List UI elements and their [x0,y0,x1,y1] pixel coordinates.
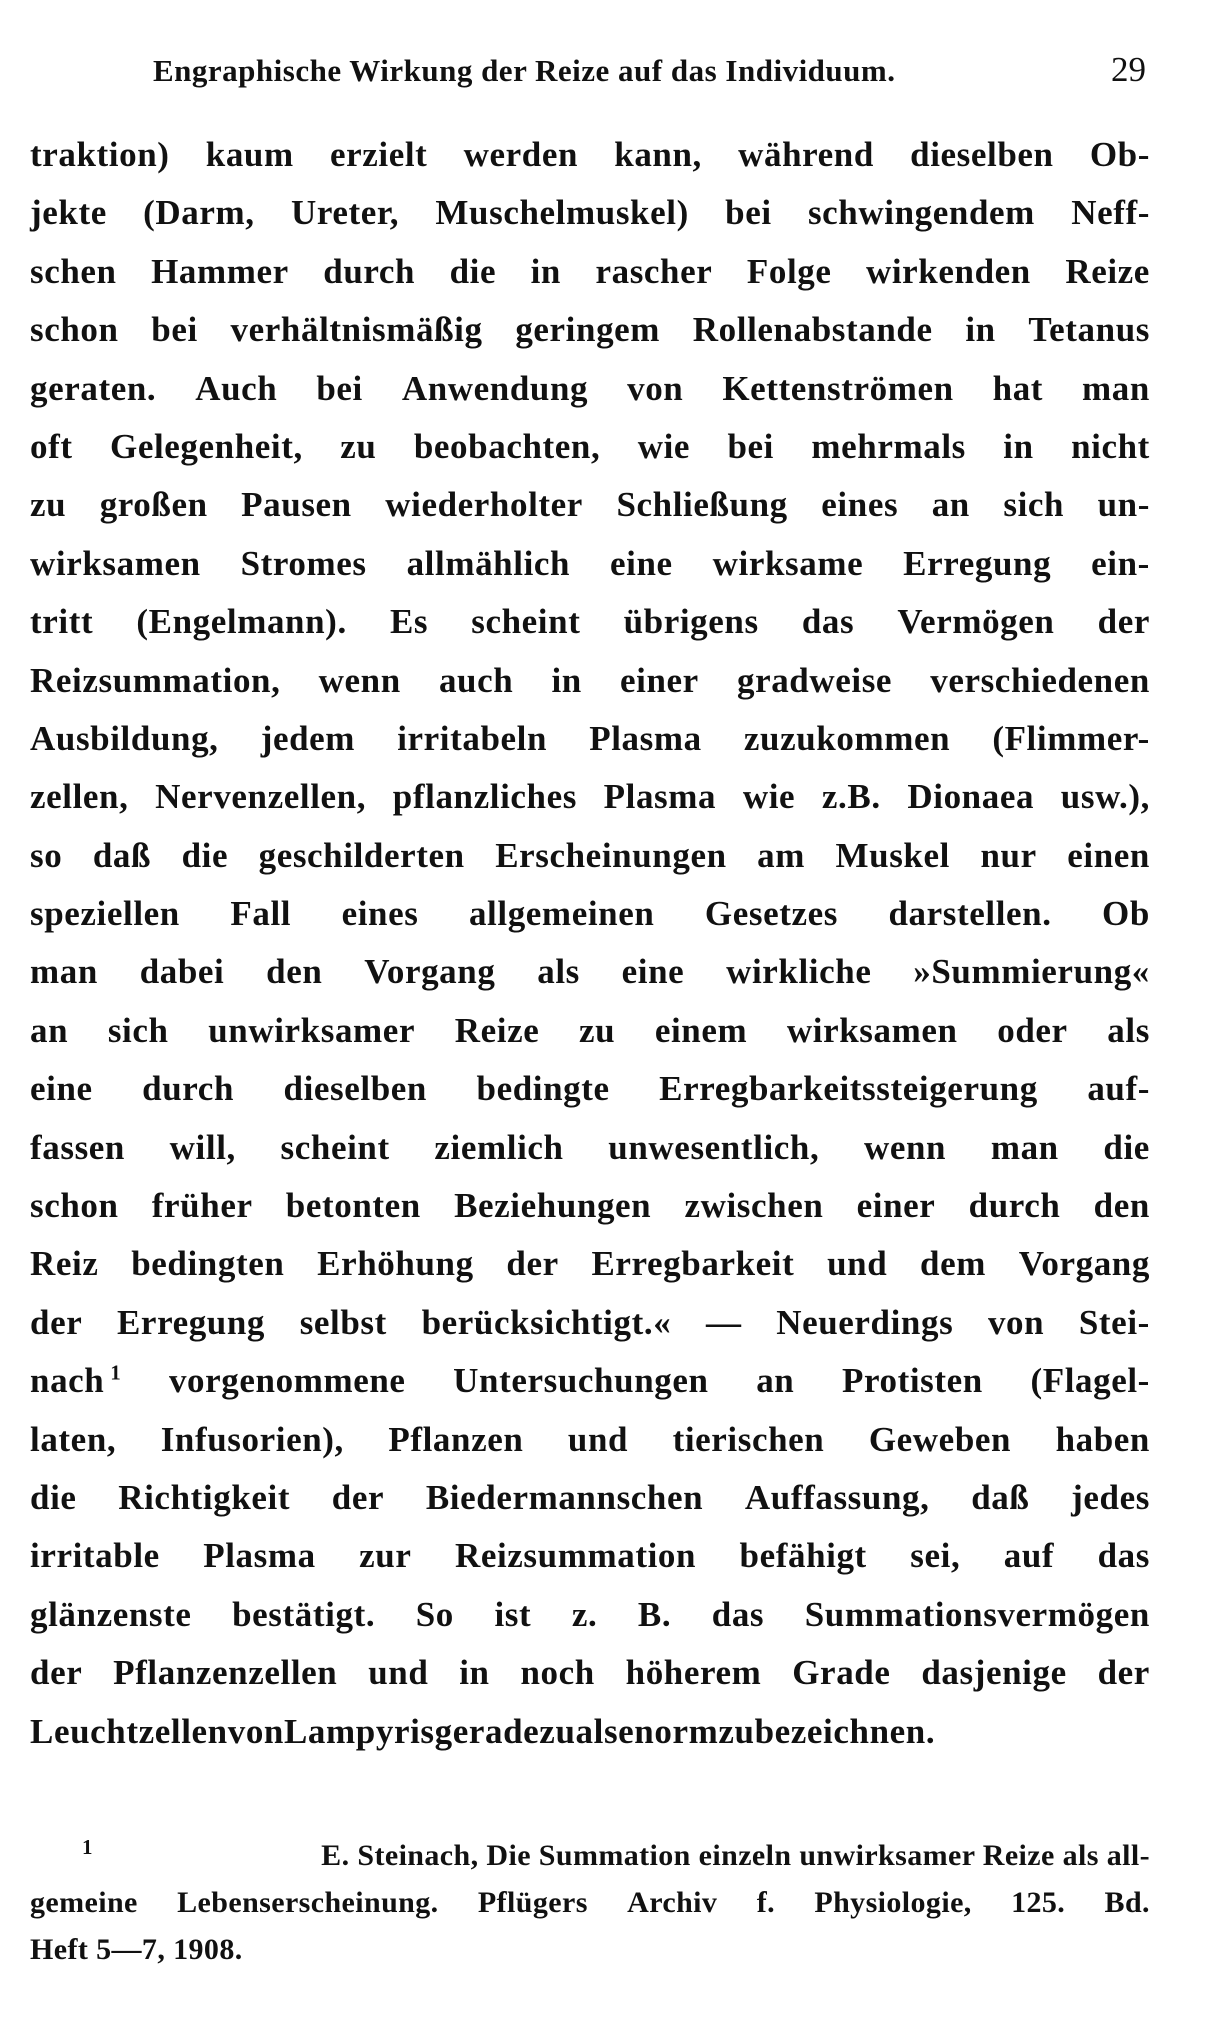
body-word: gradweise [736,660,893,700]
body-word: Lampyris [283,1711,435,1751]
footnote-text-1: E. Steinach, Die Summation einzeln unwirksamer Reize als all- [321,1839,1150,1872]
footnote-word: gemeine [30,1886,138,1919]
body-word: schon [30,310,119,350]
body-word: Hammer [151,251,289,291]
body-word: Plasma [203,1536,316,1576]
body-word: verhältnismäßig [230,310,483,350]
body-word: früher [151,1186,253,1226]
body-word: Muschelmuskel) [435,193,689,233]
body-word: Muskel [835,835,950,875]
body-word: verschiedenen [930,660,1150,700]
body-word: durch [142,1069,235,1109]
body-word: nach $^1$ [30,1360,122,1401]
body-word: wirkliche [726,952,872,992]
body-word: der [1097,1653,1150,1693]
body-word: in [459,1653,490,1693]
body-word: z. [571,1594,598,1634]
body-word: Ureter, [290,193,400,233]
body-word: an [931,485,970,525]
body-word: Grade [792,1653,891,1693]
body-word: kann, [614,135,702,174]
body-word: selbst [299,1302,387,1342]
footnote-word: Bd. [1104,1886,1150,1919]
footnote-line: Heft 5—7, 1908. [30,1933,243,1966]
body-word: höherem [625,1653,762,1693]
body-word: der [1097,602,1150,642]
body-word: Reizsummation, [30,660,281,700]
body-word: eine [610,543,673,583]
body-line [30,768,1150,826]
body-word: jekte [30,193,107,233]
body-word: das [1097,1536,1150,1576]
body-word: eine [30,1069,93,1109]
body-word: von [627,368,684,408]
body-word: Pflanzen [388,1419,524,1459]
body-word: Kettenströmen [722,368,954,408]
body-word: scheint [280,1127,390,1167]
body-word: (Flagel- [1030,1361,1150,1401]
body-word: der [30,1302,83,1342]
body-word: Plasma [589,718,702,758]
body-word: wirkenden [865,251,1031,291]
body-word: Anwendung [401,368,589,408]
body-word: schen [30,251,117,291]
body-text [30,126,1150,1761]
body-word: Stei- [1078,1302,1150,1342]
body-word: wenn [863,1127,947,1167]
body-word: mehrmals [811,426,966,466]
footnote-word: Pflügers [477,1886,588,1919]
body-word: einen [1067,835,1150,875]
body-word: man [1082,368,1150,408]
body-word: pflanzliches [392,777,577,817]
body-word: während [738,135,874,174]
body-word: und [368,1653,429,1693]
body-word: Neuerdings [776,1302,954,1342]
body-word: fassen [30,1127,125,1167]
body-word: oft [30,426,73,466]
body-word: jedes [1071,1477,1150,1517]
body-word: in [965,310,996,350]
body-word: man [30,952,98,992]
body-line [30,1294,1150,1352]
body-word: in [551,660,582,700]
body-word: übrigens [623,602,759,642]
body-word: bei [316,368,363,408]
body-word: Pflanzenzellen [113,1653,338,1693]
body-word: in [530,251,561,291]
body-word: eine [621,952,685,992]
body-word: die [449,251,497,291]
body-word: so [30,835,63,875]
body-word: werden [463,135,579,174]
body-word: zwischen [684,1186,824,1226]
body-word: bei [151,310,198,350]
body-word: auf [1003,1536,1055,1576]
body-word: Nervenzellen, [155,777,367,817]
body-word: wirksame [712,543,864,583]
body-word: bestätigt. [232,1594,376,1634]
body-word: Geweben [868,1419,1012,1459]
body-word: glänzenste [30,1594,192,1634]
body-word: bezeichnen. [754,1711,936,1751]
running-header-title: Engraphische Wirkung der Reize auf das Individuum. [153,53,896,88]
body-word: haben [1055,1419,1150,1459]
body-word: speziellen [30,894,180,934]
body-word: Rollenabstande [692,310,933,350]
footnote-line [30,1879,1150,1926]
body-word: un- [1097,485,1150,525]
body-word: den [266,952,323,992]
body-word: nur [980,835,1037,875]
body-word: als [537,952,580,992]
body-line [30,243,1150,301]
body-word: traktion) [30,135,170,174]
body-line [30,360,1150,418]
running-header [153,50,1146,90]
body-word: wie [637,426,691,466]
body-word: Erregbarkeit [591,1244,795,1284]
body-word: Neff- [1071,193,1150,233]
body-word: zellen, [30,777,129,817]
body-word: laten, [30,1419,117,1459]
body-word: zuzukommen [743,718,951,758]
body-word: betonten [285,1186,421,1226]
body-word: das [801,602,855,642]
body-line [30,535,1150,593]
body-word: Vorgang [1018,1244,1150,1284]
body-word: Untersuchungen [453,1361,709,1401]
body-word: irritabeln [397,718,548,758]
body-word: daß [92,835,152,875]
body-word: an [756,1361,795,1401]
body-word: Erregbarkeitssteigerung [659,1069,1038,1109]
body-word: Vermögen [897,602,1055,642]
body-word: zu [578,1010,616,1050]
body-word: einer [620,660,699,700]
body-word: allmählich [406,543,571,583]
body-word: Infusorien), [160,1419,344,1459]
body-word: wiederholter [385,485,583,525]
body-word: Vorgang [364,952,496,992]
body-word: Gesetzes [704,894,838,934]
body-word: der [331,1477,385,1517]
body-word: darstellen. [888,894,1052,934]
body-word: erzielt [329,135,428,174]
body-word: bei [727,426,774,466]
body-word: tritt [30,602,94,642]
body-word: usw.), [1060,777,1150,817]
body-word: Schließung [616,485,788,525]
body-line [30,1586,1150,1644]
body-word: auch [438,660,514,700]
body-word: Erregung [116,1302,266,1342]
body-word: Reizsummation [454,1536,697,1576]
footnote-word: Lebenserscheinung. [177,1886,439,1919]
body-line [30,652,1150,710]
body-word: Folge [746,251,832,291]
body-word: Protisten [841,1361,983,1401]
body-word: Tetanus [1028,310,1150,350]
body-word: Auffassung, [744,1477,930,1517]
body-line [30,1060,1150,1118]
body-word: oder [997,1010,1068,1050]
body-word: (Darm, [143,193,255,233]
body-word: Plasma [603,777,717,817]
body-word: kaum [205,135,294,174]
body-line [30,943,1150,1001]
body-word: Auch [195,368,278,408]
body-word: dieselben [283,1069,427,1109]
body-word: Erscheinungen [495,835,727,875]
body-line [30,1177,1150,1235]
body-line [30,1411,1150,1469]
body-word: geringem [515,310,661,350]
body-line [30,476,1150,534]
body-word: B. [637,1594,672,1634]
footnote [30,1832,1150,1973]
body-word: ist [494,1594,532,1634]
body-line [30,1002,1150,1060]
body-word: Ausbildung, [30,718,219,758]
body-word: an [30,1010,69,1050]
body-word: dieselben [910,135,1054,174]
body-word: vorgenommene [168,1361,406,1401]
body-line [30,885,1150,943]
body-line [30,126,1150,184]
body-word: von [987,1302,1045,1342]
body-word: scheint [471,602,581,642]
footnote-word: Archiv [627,1886,718,1919]
body-word: Gelegenheit, [110,426,303,466]
footnote-word: 125. [1011,1886,1066,1919]
page-number: 29 [1111,50,1146,89]
body-line [30,1644,1150,1702]
body-word: am [757,835,806,875]
body-word: (Engelmann). [136,602,347,642]
body-word: allgemeinen [468,894,655,934]
body-word: dabei [139,952,225,992]
body-word: will, [169,1127,236,1167]
body-word: von [227,1711,284,1751]
body-word: wenn [318,660,401,700]
body-word: Reize [1065,251,1150,291]
body-word: Reize [454,1010,540,1050]
body-word: die [181,835,229,875]
body-word: — [705,1302,742,1342]
body-word: Erregung [903,543,1052,583]
body-word: geradezu [434,1711,576,1751]
body-word: zu [340,426,377,466]
body-word: Richtigkeit [118,1477,291,1517]
body-word: irritable [30,1536,160,1576]
body-word: Pausen [241,485,352,525]
footnote-marker: 1 [82,1835,93,1859]
body-line [30,1703,1150,1761]
body-word: Leuchtzellen [30,1711,228,1751]
body-word: berücksichtigt.« [421,1302,672,1342]
body-word: man [990,1127,1059,1167]
body-line [30,710,1150,768]
body-word: noch [520,1653,595,1693]
body-word: »Summierung« [913,952,1150,992]
body-word: Stromes [240,543,367,583]
body-word: beobachten, [413,426,601,466]
body-word: dem [920,1244,986,1284]
body-word: einer [856,1186,936,1226]
body-word: sei, [910,1536,961,1576]
body-word: einem [654,1010,748,1050]
body-word: jedem [260,718,356,758]
body-word: eines [341,894,419,934]
body-word: Dionaea [907,777,1035,817]
body-word: z.B. [821,777,881,817]
body-word: bedingte [476,1069,610,1109]
body-word: eines [821,485,899,525]
body-word: ein- [1091,543,1150,583]
body-word: die [30,1477,77,1517]
body-word: rascher [595,251,713,291]
body-word: zu [30,485,67,525]
body-word: schwingendem [807,193,1035,233]
body-word: in [1003,426,1034,466]
body-word: geschilderten [258,835,465,875]
body-word: bedingten [131,1244,285,1284]
body-word: nicht [1071,426,1150,466]
body-line [30,1119,1150,1177]
body-word: wirksamen [30,543,201,583]
body-word: unwirksamer [208,1010,416,1050]
body-word: sich [107,1010,169,1050]
body-word: wirksamen [786,1010,958,1050]
body-word: tierischen [672,1419,825,1459]
body-word: wie [742,777,796,817]
body-word: ziemlich [434,1127,564,1167]
body-word: daß [971,1477,1030,1517]
body-word: den [1093,1186,1150,1226]
body-line [30,301,1150,359]
body-word: hat [992,368,1044,408]
body-word: die [1103,1127,1150,1167]
body-word: enorm [618,1711,719,1751]
body-word: als [575,1711,619,1751]
body-word: durch [323,251,416,291]
body-word: als [1107,1010,1150,1050]
body-word: Beziehungen [454,1186,652,1226]
body-word: dasjenige [921,1653,1067,1693]
body-word: durch [968,1186,1061,1226]
body-line [30,184,1150,242]
body-word: zur [359,1536,412,1576]
body-word: der [30,1653,83,1693]
body-word: Es [389,602,429,642]
body-line [30,827,1150,885]
body-word: Ob- [1089,135,1150,174]
body-word: auf- [1087,1069,1150,1109]
body-word: großen [99,485,208,525]
body-word: Ob [1102,894,1150,934]
footnote-word: Physiologie, [814,1886,972,1919]
body-word: Erhöhung [317,1244,474,1284]
body-word: schon [30,1186,119,1226]
body-word: (Flimmer- [992,718,1150,758]
body-word: der [506,1244,559,1284]
body-word: geraten. [30,368,157,408]
footnote-word: f. [756,1886,775,1919]
body-word: bei [725,193,772,233]
body-word: sich [1003,485,1065,525]
footnote-reference: 1 [104,1360,122,1385]
body-word: Biedermannschen [425,1477,704,1517]
body-word: das [711,1594,765,1634]
body-word: und [827,1244,888,1284]
body-line [30,1352,1150,1410]
body-word: Fall [230,894,292,934]
body-word: befähigt [739,1536,867,1576]
body-word: zu [718,1711,755,1751]
body-word: Reiz [30,1244,99,1284]
body-line [30,418,1150,476]
body-line [30,1235,1150,1293]
body-word: Summationsvermögen [804,1594,1150,1634]
body-line [30,1469,1150,1527]
body-line [30,593,1150,651]
body-line [30,1527,1150,1585]
body-word: unwesentlich, [608,1127,820,1167]
body-word: So [415,1594,454,1634]
body-word: und [567,1419,629,1459]
footnote-line [30,1832,1150,1879]
